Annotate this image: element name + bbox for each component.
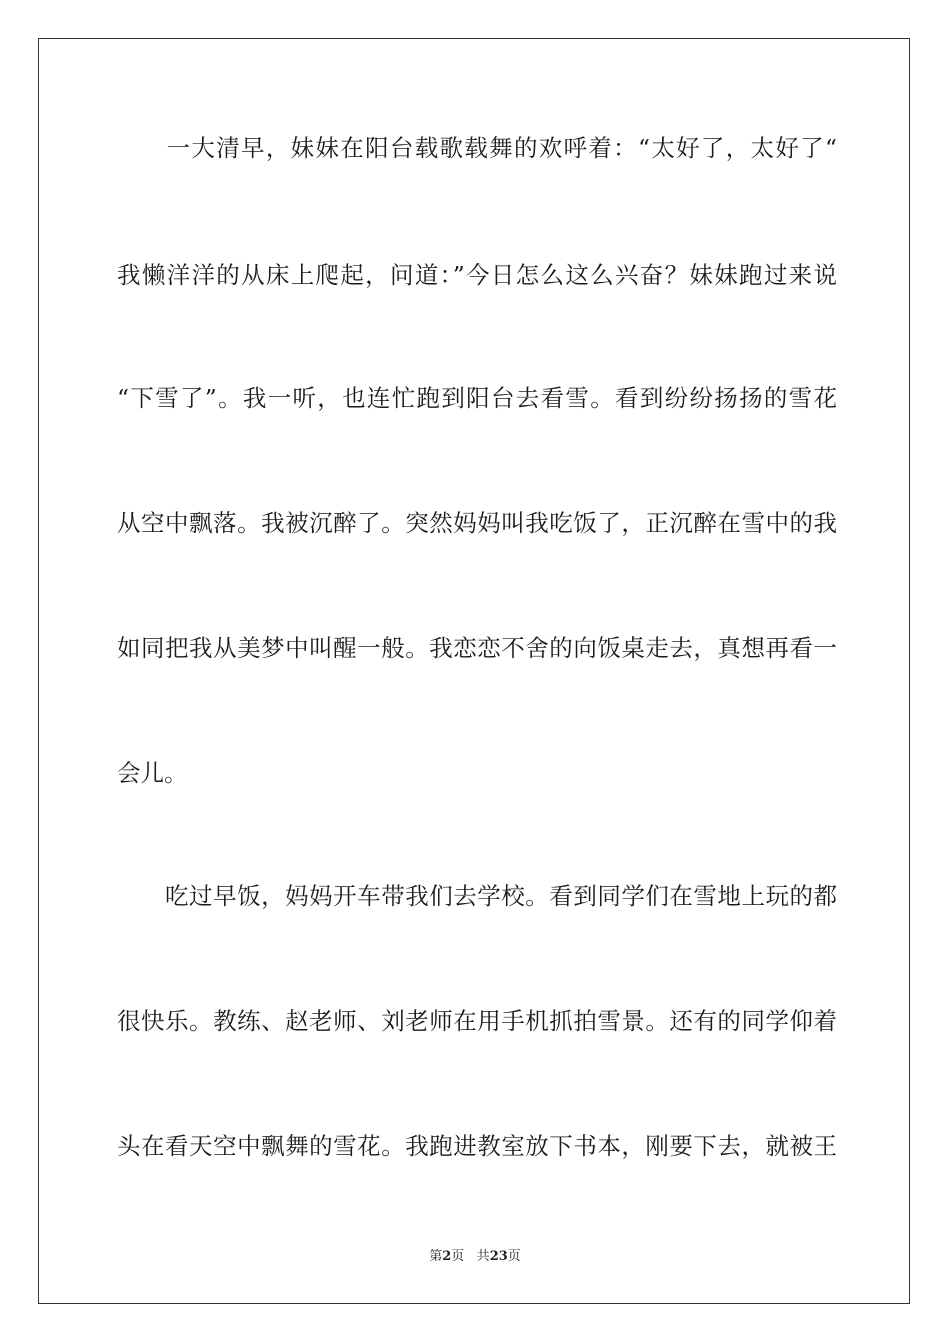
total-suffix: 页 [507, 1249, 521, 1264]
page-number: 2 [442, 1249, 452, 1264]
page-prefix: 第 [429, 1249, 443, 1264]
text-line: “下雪了”。我一听，也连忙跑到阳台去看雪。看到纷纷扬扬的雪花 [117, 384, 837, 412]
text-line: 吃过早饭，妈妈开车带我们去学校。看到同学们在雪地上玩的都 [117, 882, 837, 910]
page-border [38, 38, 910, 1304]
total-pages: 23 [489, 1249, 508, 1264]
text-line: 头在看天空中飘舞的雪花。我跑进教室放下书本，刚要下去，就被王 [117, 1132, 837, 1160]
text-line: 会儿。 [117, 759, 188, 787]
total-prefix: 共 [476, 1249, 490, 1264]
text-line: 很快乐。教练、赵老师、刘老师在用手机抓拍雪景。还有的同学仰着 [117, 1007, 837, 1035]
page-footer [0, 1248, 950, 1266]
text-line: 我懒洋洋的从床上爬起，问道：”今日怎么这么兴奋？妹妹跑过来说 [117, 261, 837, 289]
text-line: 如同把我从美梦中叫醒一般。我恋恋不舍的向饭桌走去，真想再看一 [117, 634, 837, 662]
text-line: 一大清早，妹妹在阳台载歌载舞的欢呼着：“太好了，太好了“ [117, 134, 837, 162]
page-suffix: 页 [451, 1249, 465, 1264]
text-line: 从空中飘落。我被沉醉了。突然妈妈叫我吃饭了，正沉醉在雪中的我 [117, 509, 837, 537]
